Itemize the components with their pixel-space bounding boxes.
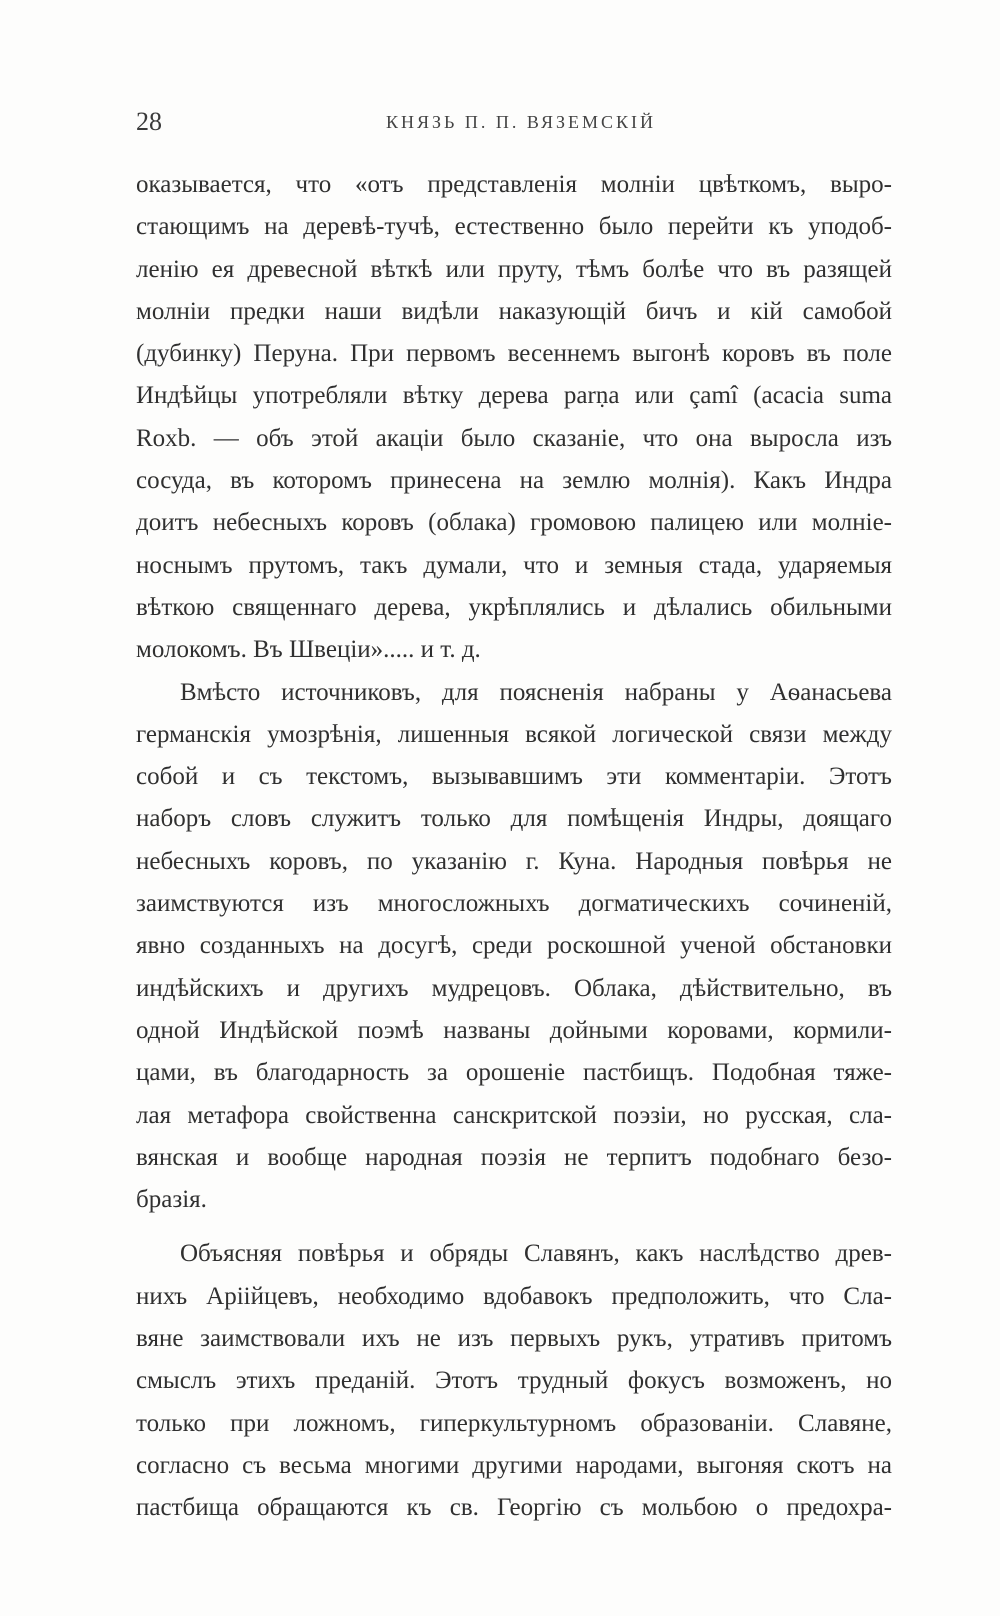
text-line: лая метафора свойственна санскритской поэзіи, но русская, сла- (136, 1101, 892, 1129)
text-line: одной Индѣйской поэмѣ названы дойными коровами, кормили- (136, 1016, 892, 1044)
text-line: Индѣйцы употребляли вѣтку дерева parṇa или çamî (acacia suma (136, 382, 892, 410)
text-line: оказывается, что «отъ представленія молніи цвѣткомъ, выро- (136, 171, 892, 198)
text-line: вѣткою священнаго дерева, укрѣплялись и дѣлались обильными (136, 593, 892, 621)
text-line: цами, въ благодарность за орошеніе пастбищъ. Подобная тяже- (136, 1059, 892, 1087)
text-line: германскія умозрѣнія, лишенныя всякой логической связи между (136, 720, 892, 748)
text-line: нихъ Аріійцевъ, необходимо вдобавокъ предположить, что Сла- (136, 1282, 892, 1310)
text-line: носнымъ прутомъ, такъ думали, что и земныя стада, ударяемыя (136, 551, 892, 579)
paragraph-1 (136, 164, 892, 672)
text-line: стающимъ на деревѣ-тучѣ, естественно было перейти къ уподоб- (136, 213, 892, 241)
text-line: Roxb. — объ этой акаціи было сказаніе, что она выросла изъ (136, 424, 892, 452)
text-line: пастбища обращаются къ св. Георгію съ мольбою о предохра- (136, 1494, 892, 1522)
text-line: (дубинку) Перуна. При первомъ весеннемъ выгонѣ коровъ въ поле (136, 340, 892, 368)
text-line: Вмѣсто источниковъ, для поясненія набраны у Аѳанасьева (180, 678, 892, 706)
text-line: смыслъ этихъ преданій. Этотъ трудный фокусъ возможенъ, но (136, 1367, 892, 1395)
text-line: вянская и вообще народная поэзія не терпитъ подобнаго безо- (136, 1143, 892, 1171)
paragraph-gap (136, 1221, 892, 1233)
page-header (136, 102, 896, 142)
running-title: КНЯЗЬ П. П. ВЯЗЕМСКІЙ (386, 112, 656, 132)
page-number: 28 (136, 107, 162, 136)
text-line: молніи предки наши видѣли наказующій бичъ и кій самобой (136, 297, 892, 325)
text-line: вяне заимствовали ихъ не изъ первыхъ рукъ, утративъ притомъ (136, 1325, 892, 1353)
text-line: явно созданныхъ на досугѣ, среди роскошной ученой обстановки (136, 932, 892, 960)
text-line: наборъ словъ служитъ только для помѣщенія Индры, доящаго (136, 805, 892, 833)
text-line: индѣйскихъ и другихъ мудрецовъ. Облака, дѣйствительно, въ (136, 974, 892, 1002)
paragraph-2 (136, 672, 892, 1222)
text-line: бразія. (136, 1186, 207, 1214)
text-line: собой и съ текстомъ, вызывавшимъ эти комментаріи. Этотъ (136, 763, 892, 791)
text-line: заимствуются изъ многосложныхъ догматическихъ сочиненій, (136, 890, 892, 918)
text-line: сосуда, въ которомъ принесена на землю молнія). Какъ Индра (136, 467, 892, 495)
text-line: Объясняя повѣрья и обряды Славянъ, какъ наслѣдство древ- (180, 1240, 892, 1268)
paragraph-3 (136, 1233, 892, 1529)
body-text (136, 164, 892, 1530)
text-line: ленію ея древесной вѣткѣ или пруту, тѣмъ болѣе что въ разящей (136, 255, 892, 283)
text-line: доитъ небесныхъ коровъ (облака) громовою палицею или молніе- (136, 509, 892, 537)
text-line: молокомъ. Въ Швеціи»..... и т. д. (136, 636, 481, 664)
text-line: только при ложномъ, гиперкультурномъ образованіи. Славяне, (136, 1409, 892, 1437)
text-line: согласно съ весьма многими другими народами, выгоняя скотъ на (136, 1451, 892, 1479)
text-line: небесныхъ коровъ, по указанію г. Куна. Народныя повѣрья не (136, 847, 892, 875)
